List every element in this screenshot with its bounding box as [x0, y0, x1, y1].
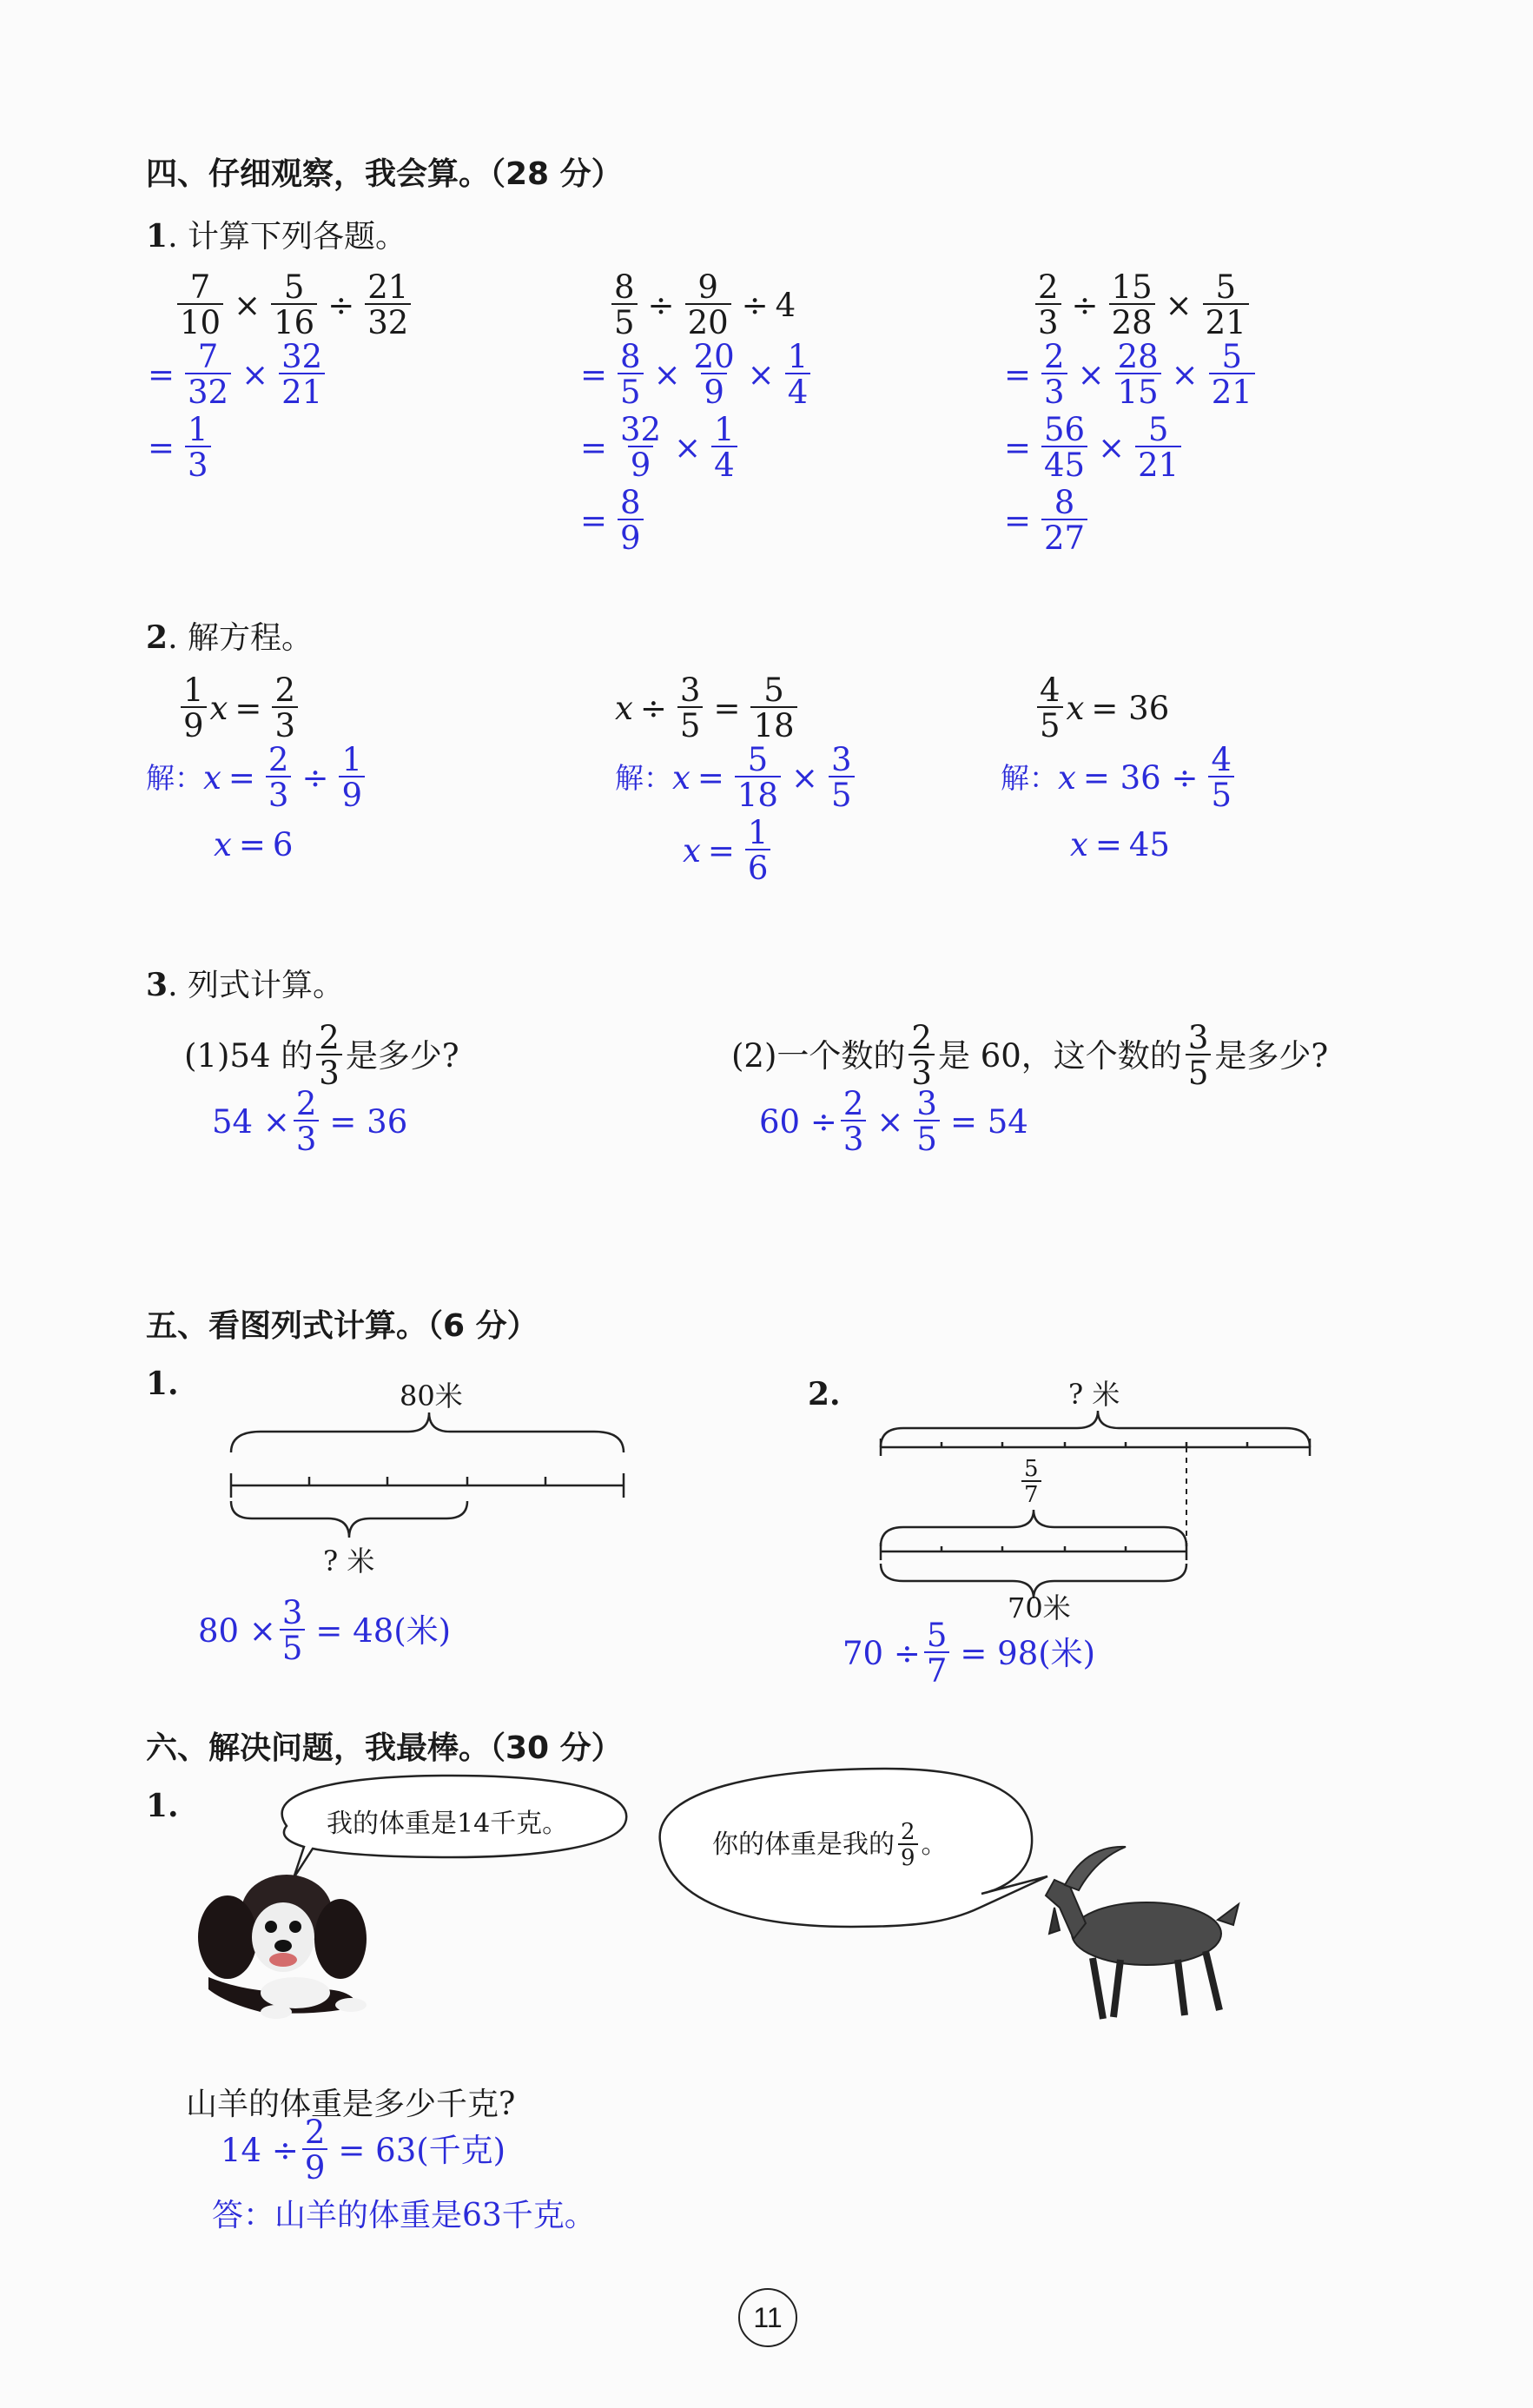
diagram-2-answer: 70 ÷ $\frac{5}{7}$ = 98(米) [842, 1617, 1096, 1690]
problem-1-answer-text: 答：山羊的体重是63千克。 [212, 2198, 596, 2233]
dog-illustration [198, 1875, 367, 2019]
dog-speech-text: 我的体重是14千克。 [327, 1809, 569, 1839]
diagram-2-number: 2. [808, 1376, 841, 1412]
calc-b-problem: $\frac{8}{5}$ ÷ $\frac{9}{20}$ ÷ 4 [608, 271, 796, 339]
diagram-2-top-label: ? 米 [1068, 1378, 1120, 1411]
lieshi-1-question: (1)54 的 2 3 是多少? [184, 1019, 459, 1092]
eq-c-problem: 4 5 x = 36 [1034, 674, 1176, 742]
diagram-1-number: 1. [146, 1366, 179, 1402]
problem-1-number: 1. [146, 1788, 179, 1824]
calc-c-step1: = $\frac{2}{3}$ × $\frac{28}{15}$ × $\frac{5}{21}$ [997, 341, 1259, 408]
calc-c-problem: $\frac{2}{3}$ ÷ $\frac{15}{28}$ × $\frac{5}{21}$ [1032, 271, 1252, 339]
eq-a-problem: 1 9 x = $\frac{2}{3}$ [177, 674, 301, 742]
q3-heading: 3. 列式计算。 [146, 967, 344, 1003]
calc-a-step1: = $\frac{7}{32}$ × $\frac{32}{21}$ [141, 341, 328, 408]
eq-a-step1: 解： x = $\frac{2}{3}$ ÷ $\frac{1}{9}$ [146, 744, 368, 811]
diagram-2-fraction: 5 7 [1018, 1458, 1045, 1506]
lieshi-1-answer: 54 × $\frac{2}{3}$ = 36 [212, 1085, 408, 1158]
eq-c-answer: x = 45 [1070, 826, 1170, 863]
calc-a-step2: = $\frac{1}{3}$ [141, 413, 215, 481]
eq-b-step1: 解： x = $\frac{5}{18}$ × $\frac{3}{5}$ [615, 744, 858, 811]
lieshi-2-question: (2)一个数的 2 3 是 60，这个数的 3 5 是多少? [731, 1019, 1329, 1092]
calc-b-step3: = $\frac{8}{9}$ [573, 486, 647, 554]
eq-a-answer: x = 6 [214, 826, 294, 863]
diagram-1-top-label: 80米 [400, 1379, 463, 1412]
diagram-1-answer: 80 × $\frac{3}{5}$ = 48(米) [198, 1594, 452, 1667]
calc-b-step2: = $\frac{32}{9}$ × $\frac{1}{4}$ [573, 413, 741, 481]
diagram-2-bottom-label: 70米 [1008, 1591, 1071, 1624]
section-4-title: 四、仔细观察，我会算。（28 分） [146, 156, 623, 192]
page-number: 11 [738, 2288, 797, 2347]
problem-1-question: 山羊的体重是多少千克? [186, 2087, 516, 2122]
q2-heading: 2. 解方程。 [146, 619, 313, 656]
section-5-title: 五、看图列式计算。（6 分） [146, 1308, 539, 1344]
problem-1-answer-formula: 14 ÷ $\frac{2}{9}$ = 63(千克) [221, 2114, 506, 2186]
calc-a-problem: $\frac{7}{10}$ × $\frac{5}{16}$ ÷ $\frac{21}{32}$ [174, 271, 414, 339]
diagram-1-bottom-label: ? 米 [323, 1545, 375, 1578]
calc-b-step1: = $\frac{8}{5}$ × $\frac{20}{9}$ × $\frac{1}{4}$ [573, 341, 814, 408]
q1-heading: 1. 计算下列各题。 [146, 218, 406, 255]
section-6-title: 六、解决问题，我最棒。（30 分） [146, 1730, 623, 1766]
eq-b-problem: x ÷ $\frac{3}{5}$ = $\frac{5}{18}$ [615, 674, 801, 742]
goat-illustration [1046, 1847, 1239, 2019]
calc-c-step3: = $\frac{8}{27}$ [997, 486, 1091, 554]
goat-speech-text: 你的体重是我的 2 9 。 [712, 1819, 948, 1871]
eq-c-step1: 解： x = 36 ÷ $\frac{4}{5}$ [1001, 744, 1238, 811]
lieshi-2-answer: 60 ÷ $\frac{2}{3}$ × $\frac{3}{5}$ = 54 [759, 1085, 1028, 1158]
calc-c-step2: = $\frac{56}{45}$ × $\frac{5}{21}$ [997, 413, 1185, 481]
eq-b-answer: x = $\frac{1}{6}$ [683, 817, 774, 884]
